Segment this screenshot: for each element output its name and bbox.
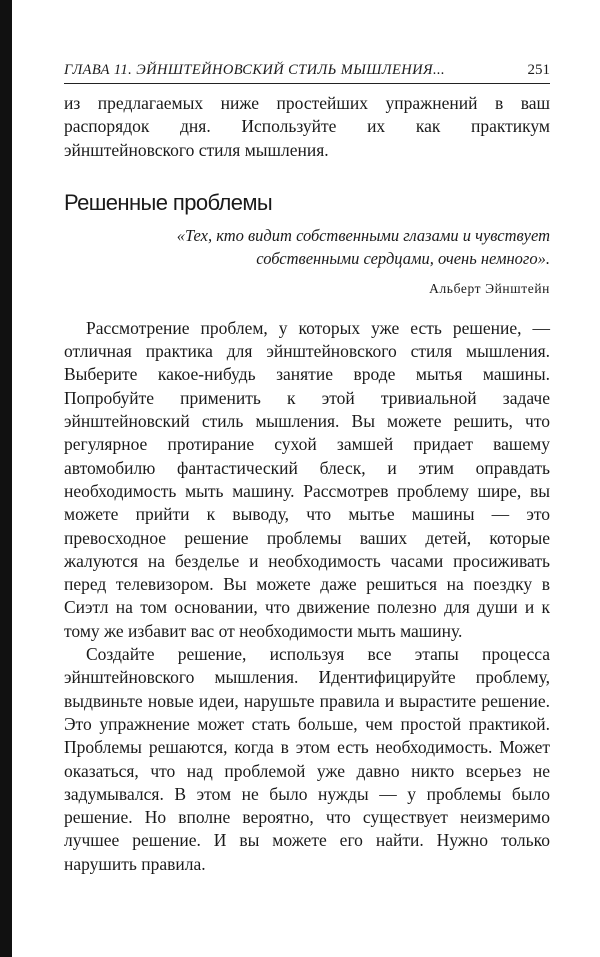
book-page (64, 62, 550, 876)
page-number: 251 (527, 62, 550, 78)
body-paragraph: Рассмотрение проблем, у которых уже есть решение, — отличная практика для эйнштейновского стиля мышления. Выберите какое-нибудь занятие вроде мытья машины. Попробуйте применить к этой тривиальной задаче эйнштейновский стиль мышления. Вы можете решить, что регулярное протирание сухой замшей придает вашему автомобилю фантастический блеск, и этим оправдать необходимость мыть машину. Рассмотрев проблему шире, вы можете прийти к выводу, что мытье машины — это превосходное решение проблемы ваших детей, которые жалуются на безделье и необходимость часами просиживать перед телевизором. Вы можете даже решиться на поездку в Сиэтл на том основании, что движение полезно для души и к тому же избавит вас от необходимости мыть машину. (64, 317, 550, 641)
running-head (64, 62, 550, 84)
page-binding-edge (0, 0, 12, 957)
chapter-title: ГЛАВА 11. ЭЙНШТЕЙНОВСКИЙ СТИЛЬ МЫШЛЕНИЯ... (64, 62, 446, 78)
intro-paragraph: из предлагаемых ниже простейших упражнений в ваш распорядок дня. Используйте их как практикум эйнштейновского стиля мышления. (64, 93, 550, 160)
epigraph-line: собственными сердцами, очень немного». (256, 249, 550, 269)
body-paragraph: Создайте решение, используя все этапы процесса эйнштейновского мышления. Идентифицируйте проблему, выдвиньте новые идеи, нарушьте правила и вырастите решение. Это упражнение может стать больше, чем простой практикой. Проблемы решаются, когда в этом есть необходимость. Может оказаться, что над проблемой уже давно никто всерьез не задумывался. В этом не было нужды — у проблемы было решение. Но вполне вероятно, что существует неизмеримо лучшее решение. И вы можете его найти. Нужно только нарушить правила. (64, 644, 550, 874)
section-title: Решенные проблемы (64, 189, 273, 215)
epigraph (64, 224, 550, 271)
epigraph-line: «Тех, кто видит собственными глазами и чувствует (176, 225, 550, 245)
epigraph-author: Альберт Эйнштейн (429, 280, 550, 296)
